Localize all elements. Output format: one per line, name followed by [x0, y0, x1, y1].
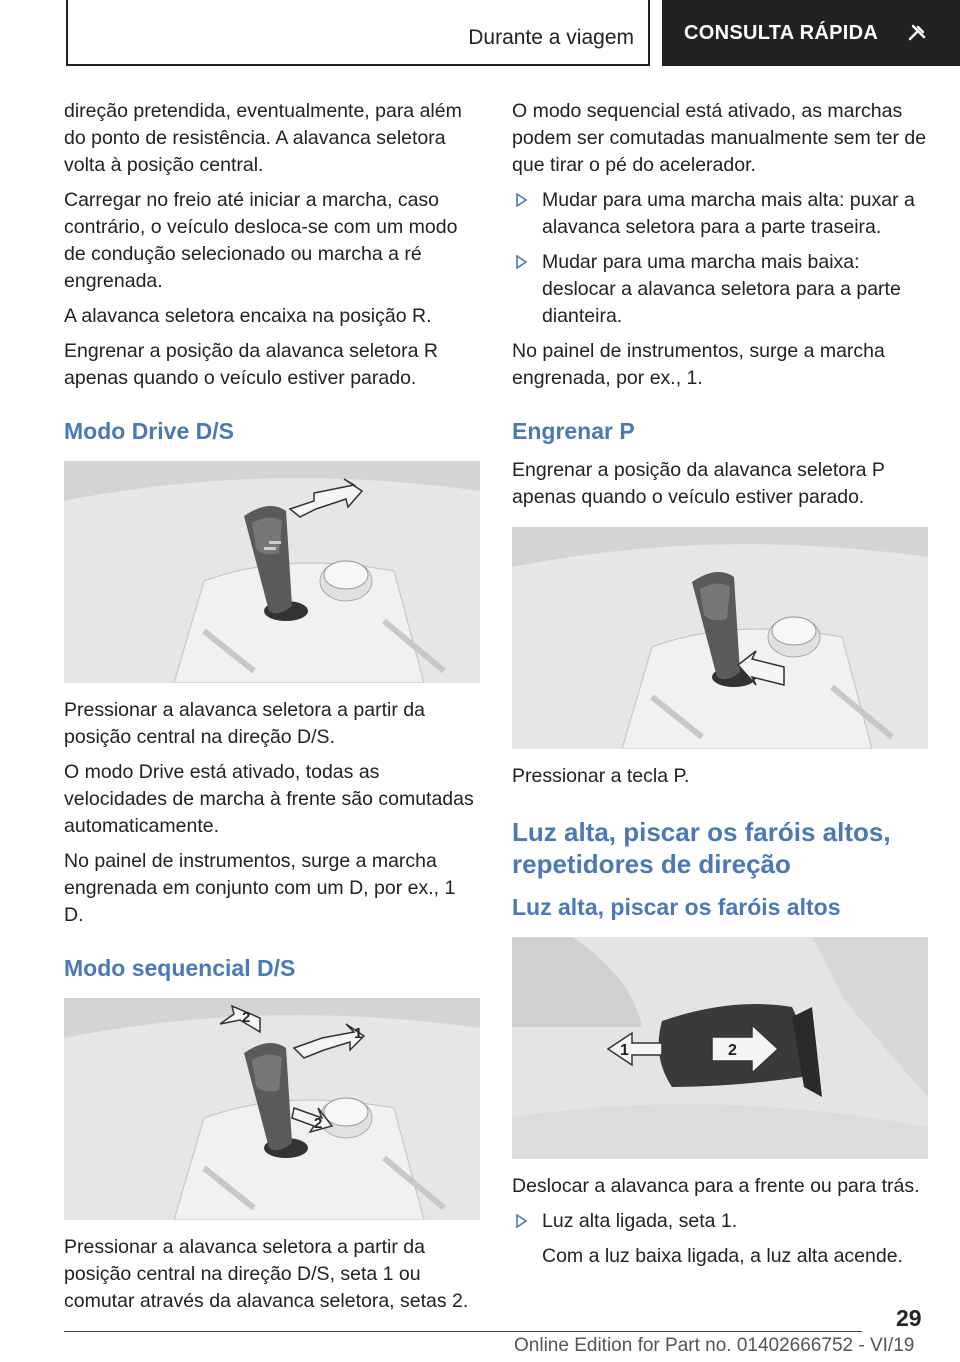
arrow-label: 2 [242, 1009, 251, 1026]
header-rule-bottom [66, 64, 650, 66]
list-item [512, 1208, 928, 1235]
page-header [0, 0, 960, 66]
header-section-title: Durante a viagem [468, 26, 634, 49]
figure-turn-signal-lever [512, 937, 928, 1159]
footer-rule [64, 1331, 862, 1332]
paragraph: Engrenar a posição da alavanca seletora R apenas quando o veículo estiver parado. [64, 340, 438, 389]
paragraph: O modo Drive está ativado, todas as velocidades de marcha à frente são comutadas automaticamente. [64, 761, 474, 837]
heading-drive-mode: Modo Drive D/S [64, 418, 234, 444]
list-item-text: Mudar para uma marcha mais alta: puxar a alavanca seletora para a parte traseira. [542, 189, 915, 238]
header-quick-reference-tab[interactable] [662, 0, 960, 66]
footer-edition: Online Edition for Part no. 01402666752 - VI/19 [514, 1335, 915, 1356]
paragraph: A alavanca seletora encaixa na posição R. [64, 305, 432, 327]
figure-selector-lever-park [512, 527, 928, 749]
bolt-icon [906, 22, 928, 44]
paragraph: Pressionar a alavanca seletora a partir da posição central na direção D/S. [64, 699, 425, 748]
paragraph: No painel de instrumentos, surge a marcha engrenada, por ex., 1. [512, 340, 885, 389]
paragraph: No painel de instrumentos, surge a marcha engrenada em conjunto com um D, por ex., 1 D. [64, 850, 456, 926]
right-column [512, 98, 928, 1278]
bullet-list [512, 1208, 928, 1235]
heading-high-beam: Luz alta, piscar os faróis altos [512, 894, 841, 920]
bullet-list [512, 187, 928, 330]
page-number: 29 [896, 1305, 922, 1331]
header-rule-mid [648, 0, 650, 66]
paragraph: Pressionar a tecla P. [512, 765, 690, 787]
heading-sequential-mode: Modo sequencial D/S [64, 955, 296, 981]
list-item [512, 187, 928, 241]
figure-selector-lever-sequential [64, 998, 480, 1220]
arrow-label: 1 [620, 1042, 629, 1059]
header-tab-label: CONSULTA RÁPIDA [684, 21, 879, 44]
paragraph: Com a luz baixa ligada, a luz alta acende. [542, 1245, 903, 1267]
list-item [512, 249, 928, 330]
paragraph: Pressionar a alavanca seletora a partir da posição central na direção D/S, seta 1 ou comutar através da alavanca seletora, setas 2. [64, 1236, 469, 1312]
list-item-text: Mudar para uma marcha mais baixa: deslocar a alavanca seletora para a parte dianteira. [542, 251, 901, 327]
paragraph: direção pretendida, eventualmente, para além do ponto de resistência. A alavanca seletora volta à posição central. [64, 100, 462, 176]
triangle-bullet-icon [514, 1214, 528, 1228]
triangle-bullet-icon [514, 193, 528, 207]
heading-high-beam-section: Luz alta, piscar os faróis altos, repetidores de direção [512, 817, 891, 879]
paragraph: Engrenar a posição da alavanca seletora P apenas quando o veículo estiver parado. [512, 459, 885, 508]
paragraph: Deslocar a alavanca para a frente ou para trás. [512, 1175, 920, 1197]
arrow-label: 2 [314, 1115, 323, 1132]
arrow-label: 1 [354, 1025, 363, 1042]
heading-engage-p: Engrenar P [512, 418, 635, 444]
left-column [64, 98, 480, 1323]
list-item-text: Luz alta ligada, seta 1. [542, 1210, 738, 1232]
paragraph: O modo sequencial está ativado, as marchas podem ser comutadas manualmente sem ter de que tirar o pé do acelerador. [512, 100, 927, 176]
triangle-bullet-icon [514, 255, 528, 269]
arrow-label: 2 [728, 1042, 737, 1059]
figure-selector-lever-drive [64, 461, 480, 683]
header-rule-left [66, 0, 68, 64]
paragraph: Carregar no freio até iniciar a marcha, caso contrário, o veículo desloca-se com um modo de condução selecionado ou marcha a ré engrenada. [64, 189, 458, 292]
